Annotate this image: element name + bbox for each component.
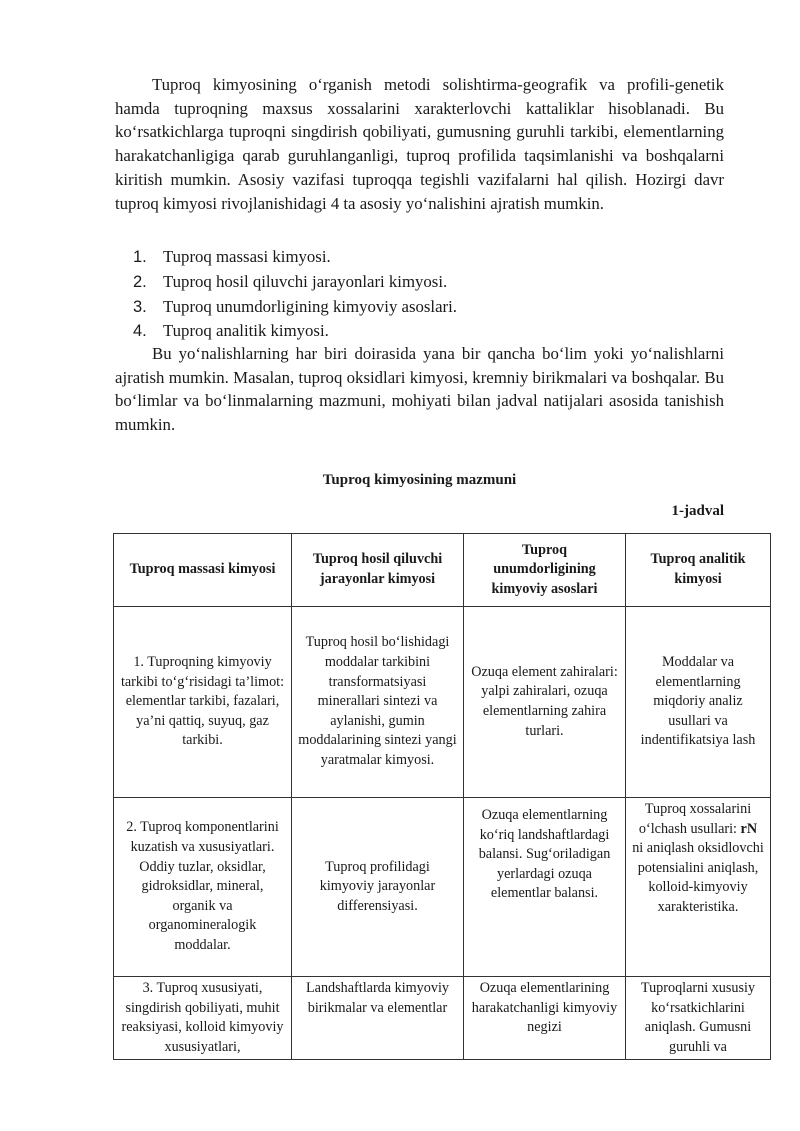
table-cell: Ozuqa elementlarining harakatchanligi kimyoviy negizi (464, 977, 626, 1060)
table-row (114, 977, 771, 1060)
table-cell: Ozuqa element zahiralari: yalpi zahiralari, ozuqa elementlarning zahira turlari. (464, 607, 626, 798)
list-item (115, 270, 724, 295)
table-cell: Tuproqlarni xususiy ko‘rsatkichlarini aniqlash. Gumusni guruhli va (626, 977, 771, 1060)
table-number: 1-jadval (671, 503, 724, 519)
intro-paragraph: Tuproq kimyosining o‘rganish metodi solishtirma-geografik va profili-genetik hamda tuproqning maxsus xossalarini xarakterlovchi kattaliklar hisoblanadi. Bu ko‘rsatkichlarga tuproqni singdirish qobiliyati, gumusning guruhli tarkibi, elementlarning harakatchanligiga qarab guruhlanganligi, tuproq profilida taqsimlanishi va boshqalarni kiritish mumkin. Asosiy vazifasi tuproqqa tegishli vazifalarni hal qilish. Hozirgi davr tuproq kimyosi rivojlanishidagi 4 ta asosiy yo‘nalishini ajratish mumkin. (115, 75, 724, 213)
directions-list (115, 245, 724, 344)
list-item-text: Tuproq unumdorligining kimyoviy asoslari. (163, 296, 457, 316)
table-header-cell: Tuproq massasi kimyosi (114, 534, 292, 607)
table-caption: Tuproq kimyosining mazmuni (322, 472, 517, 488)
table-row (114, 607, 771, 798)
table-cell: 1. Tuproqning kimyoviy tarkibi to‘g‘risidagi ta’limot: elementlar tarkibi, fazalari, ya’ni qattiq, suyuq, gaz tarkibi. (114, 607, 292, 798)
table-cell: Landshaftlarda kimyoviy birikmalar va elementlar (292, 977, 464, 1060)
table-cell: Ozuqa elementlarning ko‘riq landshaftlardagi balansi. Sug‘oriladigan yerlardagi ozuqa elementlar balansi. (464, 798, 626, 977)
list-item-text: Tuproq analitik kimyosi. (163, 321, 329, 341)
table-cell (626, 798, 771, 977)
table-cell: 3. Tuproq xususiyati, singdirish qobiliyati, muhit reaksiyasi, kolloid kimyoviy xususiyatlari, (114, 977, 292, 1060)
table-header-row (114, 534, 771, 607)
cell-text: ni aniqlash oksidlovchi potensialini aniqlash, kolloid-kimyoviy xarakteristika. (632, 840, 764, 915)
table-row (114, 798, 771, 977)
table-header-cell: Tuproq hosil qiluvchi jarayonlar kimyosi (292, 534, 464, 607)
list-item (115, 245, 724, 270)
table-cell: Moddalar va elementlarning miqdoriy analiz usullari va indentifikatsiya lash (626, 607, 771, 798)
cell-text: Tuproq xossalarini o‘lchash usullari: (638, 801, 752, 837)
table-cell: Tuproq profilidagi kimyoviy jarayonlar differensiyasi. (292, 798, 464, 977)
list-item (115, 319, 724, 344)
table-cell: 2. Tuproq komponentlarini kuzatish va xususiyatlari. Oddiy tuzlar, oksidlar, gidroksidlar, mineral, organik va organomineralogik moddalar. (114, 798, 292, 977)
content-table (113, 533, 771, 1060)
list-item-number: 1. (133, 248, 147, 266)
list-item-text: Tuproq hosil qiluvchi jarayonlari kimyosi. (163, 271, 448, 291)
list-item-text: Tuproq massasi kimyosi. (163, 247, 331, 266)
list-item-number: 3. (133, 297, 147, 316)
cell-bold-text: rN (740, 820, 758, 837)
table-cell: Tuproq hosil bo‘lishidagi moddalar tarkibini transformatsiyasi minerallari sintezi va aylanishi, gumin moddalarining sintezi yangi yaratmalar kimyosi. (292, 607, 464, 798)
table-header-cell: Tuproq unumdorligining kimyoviy asoslari (464, 534, 626, 607)
list-item (115, 295, 724, 320)
second-paragraph: Bu yo‘nalishlarning har biri doirasida yana bir qancha bo‘lim yoki yo‘nalishlarni ajratish mumkin. Masalan, tuproq oksidlari kimyosi, kremniy birikmalari va boshqalar. Bu bo‘limlar va bo‘linmalarning mazmuni, mohiyati bilan jadval natijalari asosida tanishish mumkin. (115, 344, 724, 435)
list-item-number: 4. (133, 322, 147, 341)
table-header-cell: Tuproq analitik kimyosi (626, 534, 771, 607)
list-item-number: 2. (133, 272, 147, 291)
